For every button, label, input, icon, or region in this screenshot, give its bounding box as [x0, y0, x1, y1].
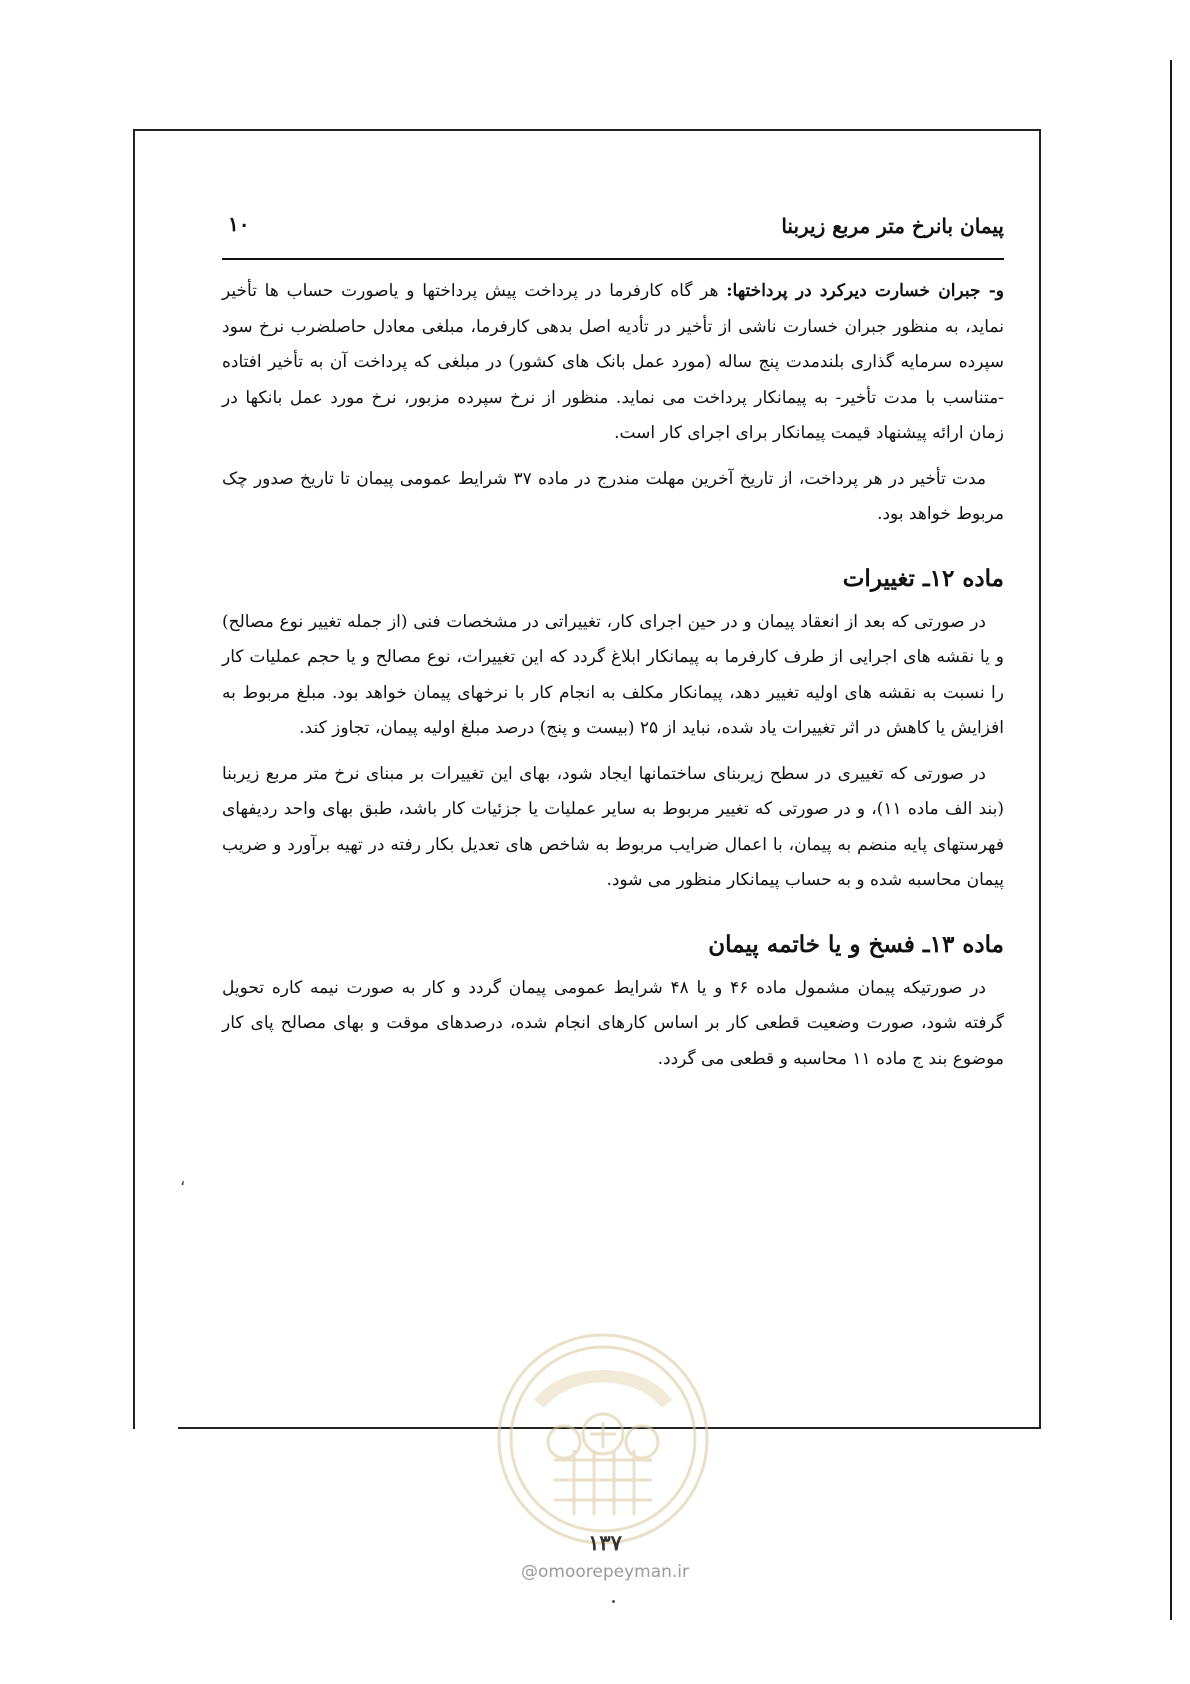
header-title: پیمان بانرخ متر مربع زیربنا — [781, 214, 1004, 238]
paragraph-lead: و- جبران خسارت دیرکرد در پرداختها: — [726, 281, 1004, 301]
paragraph-text: هر گاه کارفرما در پرداخت پیش پرداختها و یاصورت حساب ها تأخیر نماید، به منظور جبران خسارت ناشی از تأخیر در تأدیه اصل بدهی کارفرما، مبلغی معادل حاصلضرب نرخ سود سپرده سرمایه گذاری بلندمدت پنج ساله (مورد عمل بانک های کشور) در مبلغی که پرداخت آن به تأخیر افتاده -متناسب با مدت تأخیر- به پیمانکار پرداخت می نماید. منظور از نرخ سپرده مزبور، نرخ مورد عمل بانکها در زمان ارائه پیشنهاد قیمت پیمانکار برای اجرای کار است. — [222, 281, 1004, 443]
website-watermark: @omoorepeyman.ir — [520, 1562, 690, 1582]
chapter-number: ۱۰ — [228, 212, 250, 236]
document-body — [222, 274, 1004, 1087]
section-heading-article-12: ماده ۱۲ـ تغییرات — [842, 564, 1004, 592]
scan-speck — [612, 1600, 615, 1603]
paragraph-changes-1: در صورتی که بعد از انعقاد پیمان و در حین اجرای کار، تغییراتی در مشخصات فنی (از جمله تغییر نوع مصالح) و یا نقشه های اجرایی از طرف کارفرما به پیمانکار ابلاغ گردد که این تغییرات، نوع مصالح و یا حجم عملیات کار را نسبت به نقشه های اولیه تغییر دهد، پیمانکار مکلف به انجام کار با نرخهای پیمان خواهد بود. مبلغ مربوط به افزایش یا کاهش در اثر تغییرات یاد شده، نباید از ۲۵ (بیست و پنج) درصد مبلغ اولیه پیمان، تجاوز کند. — [222, 611, 1004, 738]
paragraph-delay-compensation — [222, 274, 1004, 452]
page-frame-top — [133, 129, 1041, 131]
page-frame-left — [133, 129, 135, 1429]
paragraph-changes-2: در صورتی که تغییری در سطح زیربنای ساختمانها ایجاد شود، بهای این تغییرات بر مبنای نرخ متر مربع زیربنا (بند الف ماده ۱۱)، و در صورتی که تغییر مربوط به سایر عملیات یا جزئیات کار باشد، طبق بهای واحد ردیفهای فهرستهای پایه منضم به پیمان، با اعمال ضرایب مربوط به شاخص های تعدیل بکار رفته در تهیه برآورد و ضریب پیمان محاسبه شده و به حساب پیمانکار منظور می شود. — [222, 763, 1004, 890]
stray-mark: ، — [180, 1170, 186, 1189]
section-heading-article-13: ماده ۱۳ـ فسخ و یا خاتمه پیمان — [708, 930, 1004, 958]
page-frame-right — [1039, 129, 1041, 1429]
page-number: ۱۳۷ — [588, 1530, 622, 1555]
scan-edge-line — [1170, 60, 1172, 1620]
paragraph-delay-period: مدت تأخیر در هر پرداخت، از تاریخ آخرین مهلت مندرج در ماده ۳۷ شرایط عمومی پیمان تا تاریخ صدور چک مربوط خواهد بود. — [222, 468, 1004, 524]
paragraph-termination: در صورتیکه پیمان مشمول ماده ۴۶ و یا ۴۸ شرایط عمومی پیمان گردد و کار به صورت نیمه کاره تحویل گرفته شود، صورت وضعیت قطعی کار بر اساس کارهای انجام شده، درصدهای موقت و بهای مصالح پای کار موضوع بند ج ماده ۱۱ محاسبه و قطعی می گردد. — [222, 977, 1004, 1069]
running-header — [222, 210, 1004, 250]
watermark-seal-icon — [494, 1330, 712, 1548]
header-rule — [222, 258, 1004, 260]
